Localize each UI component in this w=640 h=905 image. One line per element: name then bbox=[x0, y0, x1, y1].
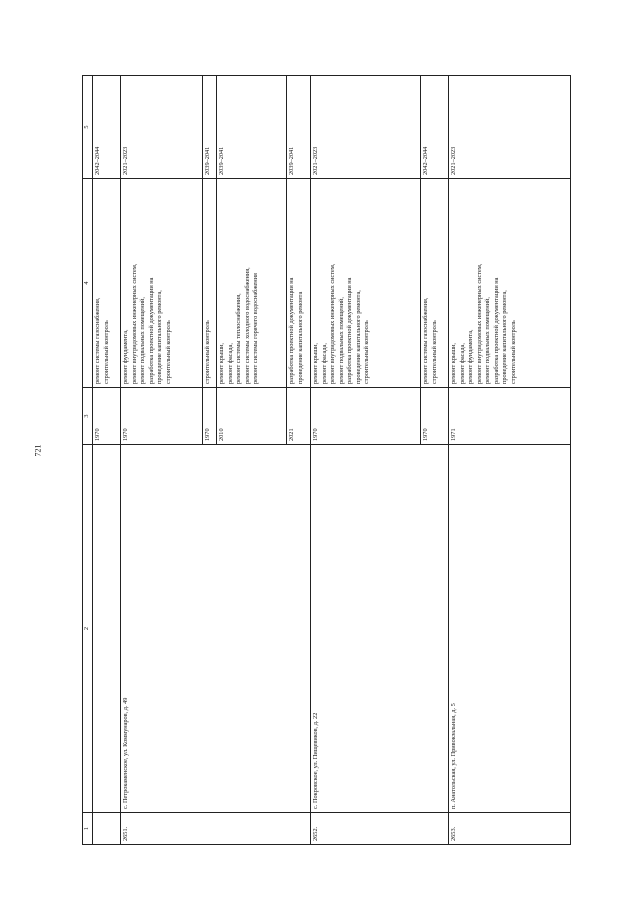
header-col-2: 2 bbox=[83, 445, 93, 813]
work-line: ремонт системы горячего водоснабжения bbox=[252, 273, 259, 384]
year-cell: 1970 bbox=[121, 388, 203, 445]
work-line: разработка проектной документации на bbox=[147, 277, 155, 384]
period-cell: 2039–2041 bbox=[203, 76, 217, 179]
header-row bbox=[83, 76, 93, 845]
work-line: ремонт системы холодного водоснабжения, bbox=[243, 267, 251, 384]
header-col-1: 1 bbox=[83, 813, 93, 845]
works-cell bbox=[93, 179, 121, 388]
header-col-3: 3 bbox=[83, 388, 93, 445]
row-number: 2652. bbox=[311, 813, 449, 845]
work-line: ремонт внутридомовых инженерных систем, bbox=[475, 263, 483, 384]
address-cell: с. Петрокаменское, ул. Коммунаров, д. 49 bbox=[121, 445, 311, 813]
period-cell: 2021–2023 bbox=[449, 76, 571, 179]
address-cell: с. Покровское, ул. Пищевиков, д. 22 bbox=[311, 445, 449, 813]
work-line: ремонт фасада, bbox=[226, 343, 234, 384]
period-cell: 2042–2044 bbox=[93, 76, 121, 179]
work-line: строительный контроль bbox=[509, 320, 517, 384]
year-cell: 1970 bbox=[93, 388, 121, 445]
work-line: проведение капитального ремонта, bbox=[501, 290, 508, 384]
table-body bbox=[93, 76, 571, 845]
work-line: ремонт системы газоснабжения, bbox=[94, 297, 101, 384]
works-cell bbox=[287, 179, 311, 388]
capital-repair-table bbox=[82, 75, 571, 845]
work-line: строительный контроль bbox=[204, 320, 211, 384]
work-line: ремонт фасада, bbox=[320, 343, 328, 384]
table-row bbox=[449, 76, 571, 845]
header-col-4: 4 bbox=[83, 179, 93, 388]
work-line: проведение капитального ремонта, bbox=[156, 290, 163, 384]
work-line: разработка проектной документации на bbox=[492, 277, 500, 384]
period-cell: 2039–2041 bbox=[287, 76, 311, 179]
year-cell: 1970 bbox=[311, 388, 421, 445]
period-cell: 2039–2041 bbox=[217, 76, 287, 179]
work-line: разработка проектной документации на bbox=[346, 277, 353, 384]
work-line: ремонт крыши, bbox=[312, 342, 319, 384]
works-cell bbox=[449, 179, 571, 388]
works-cell bbox=[217, 179, 287, 388]
work-line: ремонт подвальных помещений, bbox=[484, 297, 491, 384]
work-line: ремонт крыши, bbox=[450, 342, 457, 384]
year-cell: 1971 bbox=[449, 388, 571, 445]
works-cell bbox=[121, 179, 203, 388]
works-cell bbox=[311, 179, 421, 388]
work-line: строительный контроль bbox=[164, 320, 172, 384]
work-line: ремонт фундамента, bbox=[122, 329, 129, 384]
work-line: ремонт крыши, bbox=[218, 342, 225, 384]
work-line: ремонт фундамента, bbox=[467, 329, 474, 384]
table-row bbox=[121, 76, 203, 845]
period-cell: 2021–2023 bbox=[121, 76, 203, 179]
period-cell: 2021–2023 bbox=[311, 76, 421, 179]
work-line: ремонт системы газоснабжения, bbox=[422, 297, 429, 384]
works-cell bbox=[203, 179, 217, 388]
year-cell: 2021 bbox=[287, 388, 311, 445]
work-line: ремонт внутридомовых инженерных систем, bbox=[130, 263, 138, 384]
address-cell: п. Анатольская, ул. Привокзальная, д. 5 bbox=[449, 445, 571, 813]
row-number: 2653. bbox=[449, 813, 571, 845]
work-line: ремонт системы теплоснабжения, bbox=[235, 293, 242, 384]
header-col-5: 5 bbox=[83, 76, 93, 179]
work-line: ремонт фасада, bbox=[458, 343, 466, 384]
table-row bbox=[93, 76, 121, 845]
work-line: ремонт внутридомовых инженерных систем, bbox=[329, 263, 336, 384]
work-line: разработка проектной документации на bbox=[288, 277, 295, 384]
row-number bbox=[93, 813, 121, 845]
rotated-table-wrapper bbox=[82, 76, 517, 845]
work-line: ремонт подвальных помещений, bbox=[337, 297, 345, 384]
page-number: 721 bbox=[33, 444, 43, 457]
row-number: 2651. bbox=[121, 813, 311, 845]
address-cell bbox=[93, 445, 121, 813]
table-row bbox=[311, 76, 421, 845]
work-line: проведение капитального ремонта bbox=[296, 291, 304, 384]
work-line: проведение капитального ремонта, bbox=[354, 290, 362, 384]
period-cell: 2042–2044 bbox=[421, 76, 449, 179]
year-cell: 2010 bbox=[217, 388, 287, 445]
year-cell: 1970 bbox=[421, 388, 449, 445]
work-line: ремонт подвальных помещений, bbox=[139, 297, 146, 384]
works-cell bbox=[421, 179, 449, 388]
work-line: строительный контроль bbox=[102, 320, 110, 384]
work-line: строительный контроль bbox=[430, 320, 438, 384]
work-line: строительный контроль bbox=[363, 320, 370, 384]
year-cell: 1970 bbox=[203, 388, 217, 445]
